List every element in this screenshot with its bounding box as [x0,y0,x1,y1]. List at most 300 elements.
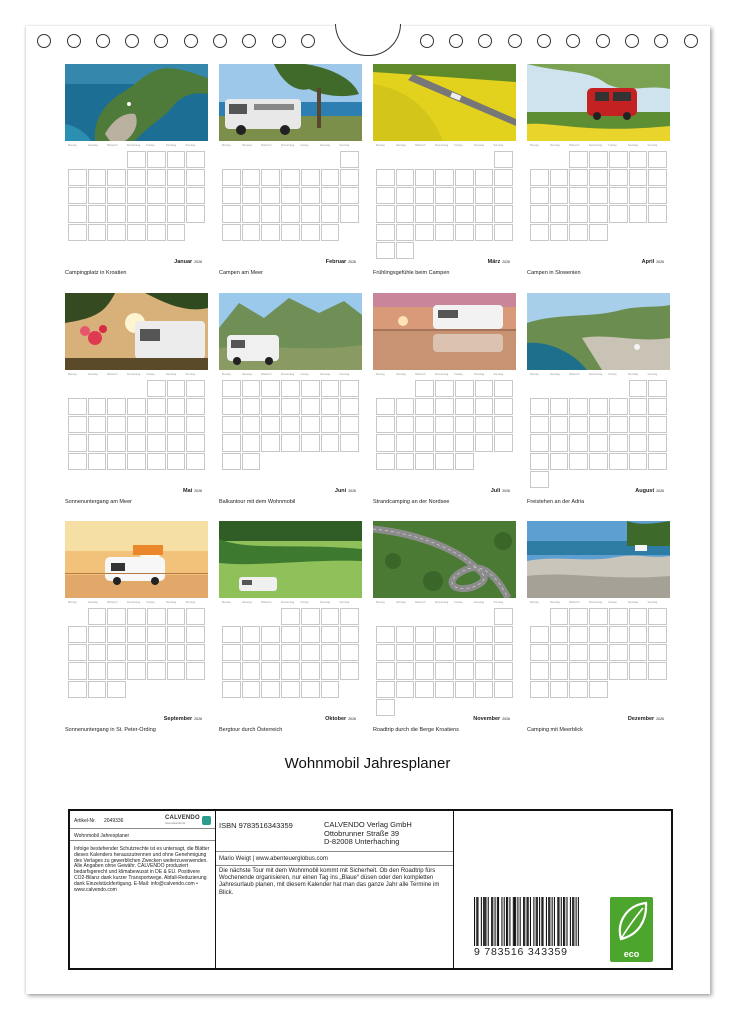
day-cell[interactable] [376,224,395,241]
day-cell[interactable] [396,169,415,186]
day-cell[interactable] [589,662,608,679]
day-cell[interactable] [222,205,241,222]
day-cell[interactable] [222,416,241,433]
day-cell[interactable] [281,608,300,625]
day-cell[interactable] [396,242,415,259]
day-cell[interactable] [321,169,340,186]
day-cell[interactable] [88,169,107,186]
day-cell[interactable] [455,453,474,470]
day-cell[interactable] [648,662,667,679]
day-cell[interactable] [415,662,434,679]
day-cell[interactable] [609,187,628,204]
day-cell[interactable] [415,169,434,186]
day-cell[interactable] [127,644,146,661]
day-cell[interactable] [629,662,648,679]
day-cell[interactable] [107,453,126,470]
day-cell[interactable] [68,187,87,204]
day-cell[interactable] [281,662,300,679]
day-cell[interactable] [376,169,395,186]
day-cell[interactable] [550,224,569,241]
day-cell[interactable] [147,434,166,451]
day-cell[interactable] [648,398,667,415]
day-cell[interactable] [242,644,261,661]
day-cell[interactable] [609,434,628,451]
day-cell[interactable] [68,626,87,643]
day-cell[interactable] [648,169,667,186]
day-cell[interactable] [609,169,628,186]
day-cell[interactable] [530,681,549,698]
day-cell[interactable] [629,151,648,168]
day-cell[interactable] [455,434,474,451]
day-cell[interactable] [569,626,588,643]
day-cell[interactable] [569,434,588,451]
day-cell[interactable] [167,224,186,241]
day-cell[interactable] [396,453,415,470]
day-cell[interactable] [321,626,340,643]
day-cell[interactable] [340,169,359,186]
day-cell[interactable] [475,169,494,186]
day-cell[interactable] [167,187,186,204]
day-cell[interactable] [530,644,549,661]
day-cell[interactable] [281,398,300,415]
day-cell[interactable] [435,380,454,397]
day-cell[interactable] [455,398,474,415]
day-cell[interactable] [301,398,320,415]
day-cell[interactable] [281,434,300,451]
day-cell[interactable] [415,224,434,241]
day-cell[interactable] [530,187,549,204]
day-cell[interactable] [609,662,628,679]
day-cell[interactable] [475,205,494,222]
day-cell[interactable] [107,434,126,451]
day-cell[interactable] [376,681,395,698]
day-cell[interactable] [222,453,241,470]
day-cell[interactable] [167,151,186,168]
day-cell[interactable] [301,662,320,679]
day-cell[interactable] [281,380,300,397]
day-cell[interactable] [281,224,300,241]
day-cell[interactable] [321,662,340,679]
day-cell[interactable] [301,187,320,204]
day-cell[interactable] [301,608,320,625]
day-cell[interactable] [68,644,87,661]
day-cell[interactable] [107,398,126,415]
day-cell[interactable] [340,380,359,397]
day-cell[interactable] [376,626,395,643]
day-cell[interactable] [301,205,320,222]
day-cell[interactable] [569,224,588,241]
day-cell[interactable] [589,205,608,222]
day-cell[interactable] [127,416,146,433]
day-cell[interactable] [475,434,494,451]
day-cell[interactable] [376,242,395,259]
day-cell[interactable] [415,681,434,698]
day-cell[interactable] [88,205,107,222]
day-cell[interactable] [530,224,549,241]
day-cell[interactable] [167,205,186,222]
day-cell[interactable] [455,681,474,698]
day-cell[interactable] [186,169,205,186]
day-cell[interactable] [261,662,280,679]
day-cell[interactable] [629,608,648,625]
day-cell[interactable] [147,608,166,625]
day-cell[interactable] [261,205,280,222]
day-cell[interactable] [321,398,340,415]
day-cell[interactable] [222,681,241,698]
day-cell[interactable] [301,434,320,451]
day-cell[interactable] [68,681,87,698]
day-cell[interactable] [167,608,186,625]
day-cell[interactable] [494,187,513,204]
day-cell[interactable] [530,471,549,488]
day-cell[interactable] [550,644,569,661]
day-cell[interactable] [396,626,415,643]
day-cell[interactable] [147,644,166,661]
day-cell[interactable] [186,626,205,643]
day-cell[interactable] [455,224,474,241]
day-cell[interactable] [68,205,87,222]
day-cell[interactable] [494,662,513,679]
day-cell[interactable] [475,662,494,679]
day-cell[interactable] [648,187,667,204]
day-cell[interactable] [648,434,667,451]
day-cell[interactable] [475,380,494,397]
day-cell[interactable] [68,434,87,451]
day-cell[interactable] [415,434,434,451]
day-cell[interactable] [340,434,359,451]
day-cell[interactable] [376,205,395,222]
day-cell[interactable] [261,169,280,186]
day-cell[interactable] [435,416,454,433]
day-cell[interactable] [376,434,395,451]
day-cell[interactable] [107,626,126,643]
day-cell[interactable] [167,626,186,643]
day-cell[interactable] [261,681,280,698]
day-cell[interactable] [127,453,146,470]
day-cell[interactable] [167,416,186,433]
day-cell[interactable] [68,453,87,470]
day-cell[interactable] [475,224,494,241]
day-cell[interactable] [530,453,549,470]
day-cell[interactable] [455,205,474,222]
day-cell[interactable] [494,398,513,415]
day-cell[interactable] [186,416,205,433]
day-cell[interactable] [147,453,166,470]
day-cell[interactable] [186,187,205,204]
day-cell[interactable] [281,187,300,204]
day-cell[interactable] [261,380,280,397]
day-cell[interactable] [415,626,434,643]
day-cell[interactable] [550,187,569,204]
day-cell[interactable] [415,644,434,661]
day-cell[interactable] [242,169,261,186]
day-cell[interactable] [222,626,241,643]
day-cell[interactable] [648,151,667,168]
day-cell[interactable] [127,626,146,643]
day-cell[interactable] [589,169,608,186]
day-cell[interactable] [435,453,454,470]
day-cell[interactable] [494,205,513,222]
day-cell[interactable] [550,453,569,470]
day-cell[interactable] [261,644,280,661]
day-cell[interactable] [88,681,107,698]
day-cell[interactable] [107,681,126,698]
day-cell[interactable] [222,187,241,204]
day-cell[interactable] [589,453,608,470]
day-cell[interactable] [435,681,454,698]
day-cell[interactable] [186,662,205,679]
day-cell[interactable] [301,681,320,698]
day-cell[interactable] [281,626,300,643]
day-cell[interactable] [107,205,126,222]
day-cell[interactable] [609,205,628,222]
day-cell[interactable] [569,416,588,433]
day-cell[interactable] [550,681,569,698]
day-cell[interactable] [569,608,588,625]
day-cell[interactable] [494,416,513,433]
day-cell[interactable] [301,169,320,186]
day-cell[interactable] [376,662,395,679]
day-cell[interactable] [167,398,186,415]
day-cell[interactable] [301,416,320,433]
day-cell[interactable] [589,398,608,415]
day-cell[interactable] [186,608,205,625]
day-cell[interactable] [455,644,474,661]
day-cell[interactable] [609,398,628,415]
day-cell[interactable] [589,681,608,698]
day-cell[interactable] [127,434,146,451]
day-cell[interactable] [242,434,261,451]
day-cell[interactable] [281,169,300,186]
day-cell[interactable] [415,453,434,470]
day-cell[interactable] [127,662,146,679]
day-cell[interactable] [242,380,261,397]
day-cell[interactable] [648,644,667,661]
day-cell[interactable] [340,205,359,222]
day-cell[interactable] [242,224,261,241]
day-cell[interactable] [242,398,261,415]
day-cell[interactable] [167,169,186,186]
day-cell[interactable] [550,416,569,433]
day-cell[interactable] [396,416,415,433]
day-cell[interactable] [435,187,454,204]
day-cell[interactable] [340,416,359,433]
day-cell[interactable] [222,169,241,186]
day-cell[interactable] [147,187,166,204]
day-cell[interactable] [281,416,300,433]
day-cell[interactable] [569,169,588,186]
day-cell[interactable] [261,434,280,451]
day-cell[interactable] [530,416,549,433]
day-cell[interactable] [494,626,513,643]
day-cell[interactable] [88,453,107,470]
day-cell[interactable] [609,644,628,661]
day-cell[interactable] [222,380,241,397]
day-cell[interactable] [167,434,186,451]
day-cell[interactable] [609,416,628,433]
day-cell[interactable] [415,205,434,222]
day-cell[interactable] [376,187,395,204]
day-cell[interactable] [494,151,513,168]
day-cell[interactable] [242,453,261,470]
day-cell[interactable] [396,681,415,698]
day-cell[interactable] [569,681,588,698]
day-cell[interactable] [455,416,474,433]
day-cell[interactable] [261,224,280,241]
day-cell[interactable] [435,434,454,451]
day-cell[interactable] [475,416,494,433]
day-cell[interactable] [475,644,494,661]
day-cell[interactable] [530,626,549,643]
day-cell[interactable] [396,434,415,451]
day-cell[interactable] [186,398,205,415]
day-cell[interactable] [455,169,474,186]
day-cell[interactable] [107,662,126,679]
day-cell[interactable] [376,453,395,470]
day-cell[interactable] [396,205,415,222]
day-cell[interactable] [530,398,549,415]
day-cell[interactable] [550,169,569,186]
day-cell[interactable] [127,398,146,415]
day-cell[interactable] [629,205,648,222]
day-cell[interactable] [494,681,513,698]
day-cell[interactable] [321,380,340,397]
day-cell[interactable] [609,453,628,470]
day-cell[interactable] [629,644,648,661]
day-cell[interactable] [340,187,359,204]
day-cell[interactable] [550,398,569,415]
day-cell[interactable] [396,224,415,241]
day-cell[interactable] [530,662,549,679]
day-cell[interactable] [629,416,648,433]
day-cell[interactable] [475,681,494,698]
day-cell[interactable] [88,416,107,433]
day-cell[interactable] [396,187,415,204]
day-cell[interactable] [589,224,608,241]
day-cell[interactable] [127,151,146,168]
day-cell[interactable] [629,434,648,451]
day-cell[interactable] [321,644,340,661]
day-cell[interactable] [435,644,454,661]
day-cell[interactable] [475,187,494,204]
day-cell[interactable] [648,380,667,397]
day-cell[interactable] [629,453,648,470]
day-cell[interactable] [589,644,608,661]
day-cell[interactable] [629,398,648,415]
day-cell[interactable] [68,398,87,415]
day-cell[interactable] [242,626,261,643]
day-cell[interactable] [589,187,608,204]
day-cell[interactable] [321,205,340,222]
day-cell[interactable] [455,380,474,397]
day-cell[interactable] [261,416,280,433]
day-cell[interactable] [494,644,513,661]
day-cell[interactable] [415,380,434,397]
day-cell[interactable] [415,187,434,204]
day-cell[interactable] [475,626,494,643]
day-cell[interactable] [569,187,588,204]
day-cell[interactable] [550,205,569,222]
day-cell[interactable] [68,169,87,186]
day-cell[interactable] [494,224,513,241]
day-cell[interactable] [415,398,434,415]
day-cell[interactable] [88,608,107,625]
day-cell[interactable] [629,380,648,397]
day-cell[interactable] [376,699,395,716]
day-cell[interactable] [261,626,280,643]
day-cell[interactable] [242,205,261,222]
day-cell[interactable] [147,205,166,222]
day-cell[interactable] [127,205,146,222]
day-cell[interactable] [88,187,107,204]
day-cell[interactable] [147,151,166,168]
day-cell[interactable] [550,608,569,625]
day-cell[interactable] [242,187,261,204]
day-cell[interactable] [147,224,166,241]
day-cell[interactable] [589,151,608,168]
day-cell[interactable] [435,626,454,643]
day-cell[interactable] [261,398,280,415]
day-cell[interactable] [107,608,126,625]
day-cell[interactable] [222,644,241,661]
day-cell[interactable] [186,151,205,168]
day-cell[interactable] [340,398,359,415]
day-cell[interactable] [88,662,107,679]
day-cell[interactable] [589,416,608,433]
day-cell[interactable] [435,662,454,679]
day-cell[interactable] [609,151,628,168]
day-cell[interactable] [186,205,205,222]
day-cell[interactable] [68,224,87,241]
day-cell[interactable] [569,644,588,661]
day-cell[interactable] [321,608,340,625]
day-cell[interactable] [321,434,340,451]
day-cell[interactable] [415,416,434,433]
day-cell[interactable] [186,453,205,470]
day-cell[interactable] [340,626,359,643]
day-cell[interactable] [107,416,126,433]
day-cell[interactable] [629,626,648,643]
day-cell[interactable] [88,398,107,415]
day-cell[interactable] [167,644,186,661]
day-cell[interactable] [281,644,300,661]
day-cell[interactable] [569,398,588,415]
day-cell[interactable] [186,644,205,661]
day-cell[interactable] [321,416,340,433]
day-cell[interactable] [222,434,241,451]
day-cell[interactable] [127,187,146,204]
day-cell[interactable] [321,187,340,204]
day-cell[interactable] [376,416,395,433]
day-cell[interactable] [222,224,241,241]
day-cell[interactable] [589,608,608,625]
day-cell[interactable] [569,453,588,470]
day-cell[interactable] [242,681,261,698]
day-cell[interactable] [301,380,320,397]
day-cell[interactable] [609,608,628,625]
day-cell[interactable] [494,380,513,397]
day-cell[interactable] [494,434,513,451]
day-cell[interactable] [589,434,608,451]
day-cell[interactable] [88,644,107,661]
day-cell[interactable] [569,662,588,679]
day-cell[interactable] [127,608,146,625]
day-cell[interactable] [550,626,569,643]
day-cell[interactable] [550,662,569,679]
day-cell[interactable] [88,434,107,451]
day-cell[interactable] [340,151,359,168]
day-cell[interactable] [68,416,87,433]
